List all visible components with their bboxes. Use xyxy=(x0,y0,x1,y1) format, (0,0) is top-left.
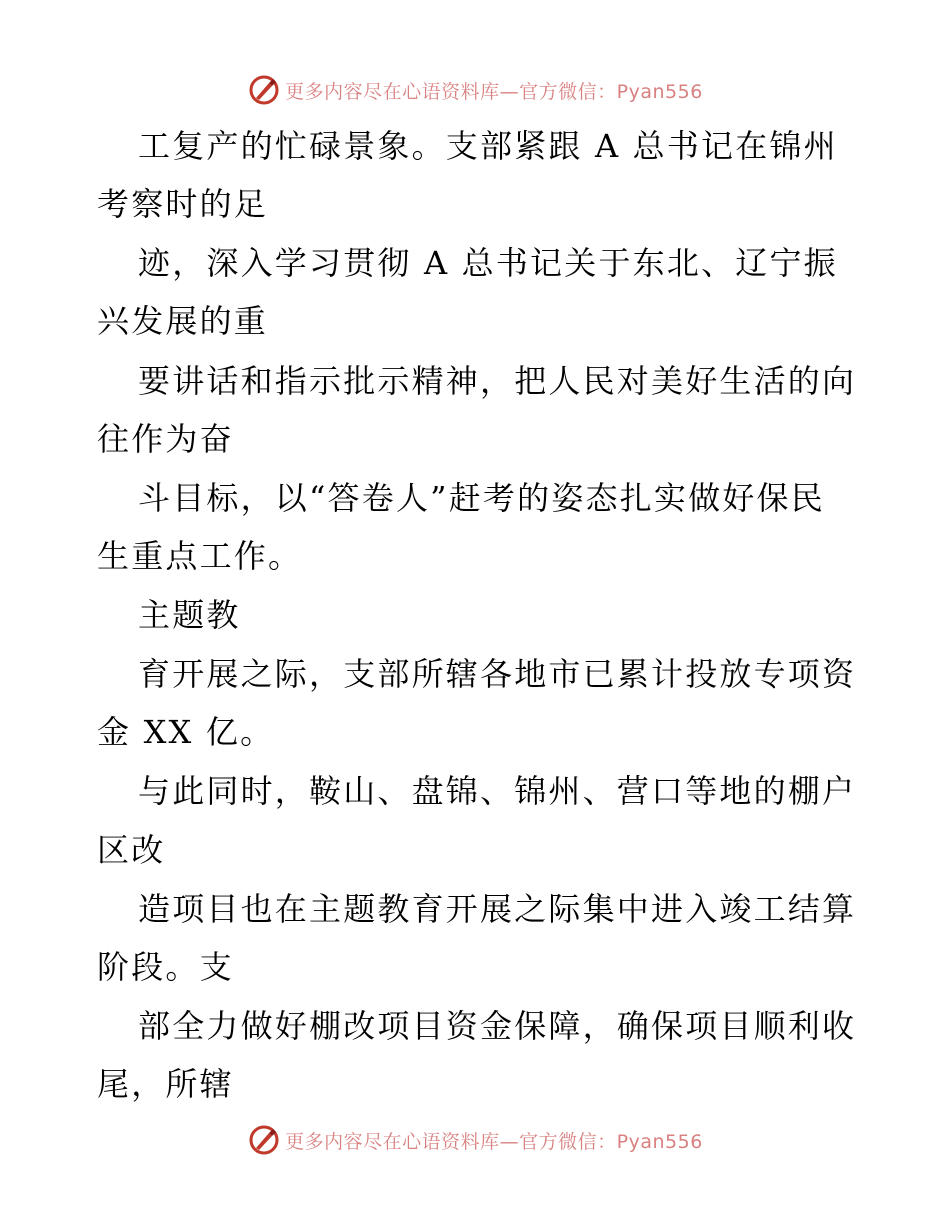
body-line: 往作为奋 xyxy=(97,420,234,458)
body-line: 生重点工作。 xyxy=(97,537,303,575)
body-line: 工复产的忙碌景象。支部紧跟 A 总书记在锦州 xyxy=(138,127,838,165)
body-line: 斗目标，以“答卷人”赶考的姿态扎实做好保民 xyxy=(138,479,825,517)
body-line: 区改 xyxy=(97,831,166,869)
header-text: 更多内容尽在心语资料库—官方微信：Pyan556 xyxy=(285,80,703,103)
body-line: 主题教 xyxy=(138,596,241,634)
body-line: 兴发展的重 xyxy=(97,302,269,340)
body-line: 迹，深入学习贯彻 A 总书记关于东北、辽宁振 xyxy=(138,244,838,282)
body-line: 造项目也在主题教育开展之际集中进入竣工结算 xyxy=(138,890,857,928)
pen-circle-logo-icon xyxy=(247,1123,281,1157)
body-line: 考察时的足 xyxy=(97,185,269,223)
body-line: 金 XX 亿。 xyxy=(97,713,275,751)
body-line: 阶段。支 xyxy=(97,948,234,986)
body-line: 育开展之际，支部所辖各地市已累计投放专项资 xyxy=(138,655,857,693)
body-line: 要讲话和指示批示精神，把人民对美好生活的向 xyxy=(138,362,857,400)
footer-banner xyxy=(0,1120,950,1160)
body-line: 部全力做好棚改项目资金保障，确保项目顺利收 xyxy=(138,1007,857,1045)
footer-text: 更多内容尽在心语资料库—官方微信：Pyan556 xyxy=(285,1130,703,1153)
body-line: 与此同时，鞍山、盘锦、锦州、营口等地的棚户 xyxy=(138,772,857,810)
body-line: 尾，所辖 xyxy=(97,1065,234,1103)
